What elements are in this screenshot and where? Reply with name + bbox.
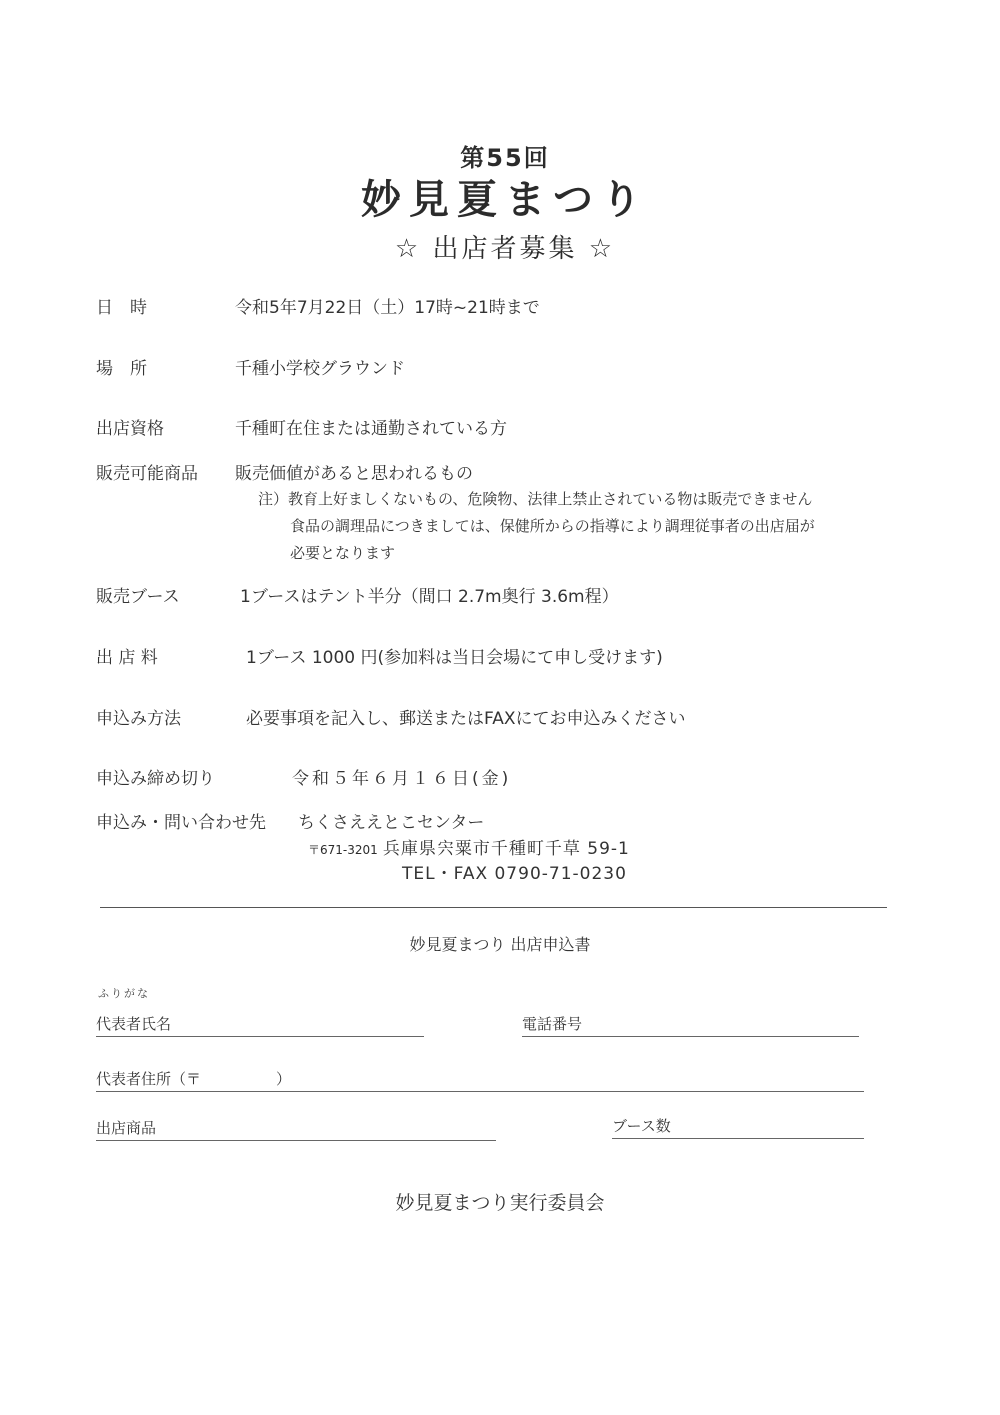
deadline-label: 申込み締め切り xyxy=(96,769,215,789)
star-icon-left: ☆ xyxy=(394,234,422,264)
venue-label: 場 所 xyxy=(96,359,147,379)
products-note-3: 必要となります xyxy=(290,544,396,562)
organizer-name: 妙見夏まつり実行委員会 xyxy=(395,1192,605,1214)
booth-value: 1ブースはテント半分（間口 2.7m奥行 3.6m程） xyxy=(240,587,619,607)
furigana-label: ふりがな xyxy=(98,987,150,1000)
representative-address-label: 代表者住所（〒 ） xyxy=(96,1070,292,1088)
event-title: 妙見夏まつり xyxy=(361,177,649,223)
divider-line xyxy=(100,907,887,908)
venue-value: 千種小学校グラウンド xyxy=(235,359,405,379)
booth-label: 販売ブース xyxy=(96,587,180,607)
representative-name-field[interactable] xyxy=(96,1013,424,1037)
products-value: 販売価値があると思われるもの xyxy=(235,464,473,484)
product-label: 出店商品 xyxy=(96,1119,157,1137)
phone-number-field[interactable] xyxy=(522,1013,859,1037)
fee-value: 1ブース 1000 円(参加料は当日会場にて申し受けます) xyxy=(246,648,663,668)
fee-label: 出 店 料 xyxy=(96,648,158,668)
application-form-title: 妙見夏まつり 出店申込書 xyxy=(409,935,591,954)
contact-label: 申込み・問い合わせ先 xyxy=(96,813,266,833)
deadline-value: 令和５年６月１６日(金) xyxy=(292,769,512,789)
application-method-label: 申込み方法 xyxy=(96,709,181,729)
booth-count-label: ブース数 xyxy=(612,1117,671,1135)
products-note-1: 注）教育上好ましくないもの、危険物、法律上禁止されている物は販売できません xyxy=(258,490,813,508)
contact-address xyxy=(308,834,630,859)
products-note-2: 食品の調理品につきましては、保健所からの指導により調理従事者の出店届が xyxy=(290,517,815,535)
eligibility-label: 出店資格 xyxy=(96,419,164,439)
recruitment-heading-text: 出店者募集 xyxy=(432,234,578,264)
product-field[interactable] xyxy=(96,1117,496,1141)
representative-name-label: 代表者氏名 xyxy=(96,1015,172,1033)
date-value: 令和5年7月22日（土）17時~21時まで xyxy=(235,298,540,318)
booth-count-field[interactable] xyxy=(612,1115,864,1139)
postal-code: 〒671-3201 xyxy=(308,843,378,857)
date-label: 日 時 xyxy=(96,298,147,318)
recruitment-heading xyxy=(0,228,1000,265)
edition-number: 第55回 xyxy=(460,144,550,172)
products-label: 販売可能商品 xyxy=(96,464,198,484)
contact-tel-fax: TEL・FAX 0790-71-0230 xyxy=(402,864,627,884)
phone-number-label: 電話番号 xyxy=(522,1015,583,1033)
eligibility-value: 千種町在住または通勤されている方 xyxy=(235,419,507,439)
star-icon-right: ☆ xyxy=(588,234,616,264)
representative-address-field[interactable] xyxy=(96,1068,864,1092)
street-address: 兵庫県宍粟市千種町千草 59-1 xyxy=(382,839,630,859)
contact-name: ちくさええとこセンター xyxy=(298,813,485,833)
application-method-value: 必要事項を記入し、郵送またはFAXにてお申込みください xyxy=(246,709,686,729)
